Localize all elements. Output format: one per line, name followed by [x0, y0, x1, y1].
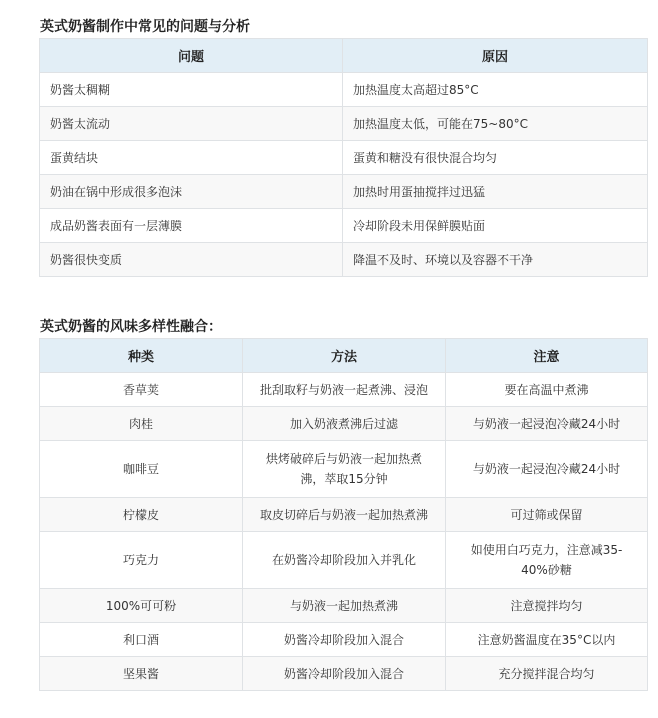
column-header-type: 种类 [40, 339, 243, 373]
table-row [40, 141, 648, 175]
problem-cell: 奶酱太稠糊 [40, 73, 343, 107]
table-row [40, 498, 648, 532]
table-row [40, 73, 648, 107]
table-row [40, 175, 648, 209]
table-row [40, 243, 648, 277]
table-header-row [40, 39, 648, 73]
table-row [40, 441, 648, 498]
note-cell: 与奶液一起浸泡冷藏24小时 [446, 441, 648, 498]
table-row [40, 532, 648, 589]
method-cell: 烘烤破碎后与奶液一起加热煮沸，萃取15分钟 [243, 441, 446, 498]
method-cell: 与奶液一起加热煮沸 [243, 589, 446, 623]
note-cell: 注意搅拌均匀 [446, 589, 648, 623]
table-header-row [40, 339, 648, 373]
cause-cell: 蛋黄和糖没有很快混合均匀 [343, 141, 648, 175]
type-cell: 香草荚 [40, 373, 243, 407]
note-cell: 与奶液一起浸泡冷藏24小时 [446, 407, 648, 441]
table-row [40, 623, 648, 657]
type-cell: 肉桂 [40, 407, 243, 441]
type-cell: 柠檬皮 [40, 498, 243, 532]
table-row [40, 209, 648, 243]
type-cell: 100%可可粉 [40, 589, 243, 623]
note-cell: 可过筛或保留 [446, 498, 648, 532]
problem-cell: 蛋黄结块 [40, 141, 343, 175]
type-cell: 利口酒 [40, 623, 243, 657]
column-header-cause: 原因 [343, 39, 648, 73]
column-header-note: 注意 [446, 339, 648, 373]
type-cell: 咖啡豆 [40, 441, 243, 498]
note-cell: 注意奶酱温度在35°C以内 [446, 623, 648, 657]
table-row [40, 107, 648, 141]
cause-cell: 降温不及时、环境以及容器不干净 [343, 243, 648, 277]
problems-table [39, 38, 648, 277]
method-cell: 批刮取籽与奶液一起煮沸、浸泡 [243, 373, 446, 407]
note-cell: 要在高温中煮沸 [446, 373, 648, 407]
type-cell: 巧克力 [40, 532, 243, 589]
section-title-problems: 英式奶酱制作中常见的问题与分析 [40, 19, 250, 35]
problem-cell: 奶酱太流动 [40, 107, 343, 141]
method-cell: 奶酱冷却阶段加入混合 [243, 657, 446, 691]
note-cell: 如使用白巧克力，注意减35-40%砂糖 [446, 532, 648, 589]
problem-cell: 奶油在锅中形成很多泡沫 [40, 175, 343, 209]
table-row [40, 407, 648, 441]
table-row [40, 657, 648, 691]
section-title-flavors: 英式奶酱的风味多样性融合： [40, 319, 222, 335]
method-cell: 取皮切碎后与奶液一起加热煮沸 [243, 498, 446, 532]
method-cell: 加入奶液煮沸后过滤 [243, 407, 446, 441]
column-header-problem: 问题 [40, 39, 343, 73]
method-cell: 奶酱冷却阶段加入混合 [243, 623, 446, 657]
cause-cell: 加热时用蛋抽搅拌过迅猛 [343, 175, 648, 209]
type-cell: 坚果酱 [40, 657, 243, 691]
cause-cell: 加热温度太高超过85°C [343, 73, 648, 107]
cause-cell: 加热温度太低，可能在75~80°C [343, 107, 648, 141]
table-row [40, 589, 648, 623]
problem-cell: 成品奶酱表面有一层薄膜 [40, 209, 343, 243]
method-cell: 在奶酱冷却阶段加入并乳化 [243, 532, 446, 589]
problem-cell: 奶酱很快变质 [40, 243, 343, 277]
table-row [40, 373, 648, 407]
cause-cell: 冷却阶段未用保鲜膜贴面 [343, 209, 648, 243]
note-cell: 充分搅拌混合均匀 [446, 657, 648, 691]
flavors-table [39, 338, 648, 691]
column-header-method: 方法 [243, 339, 446, 373]
